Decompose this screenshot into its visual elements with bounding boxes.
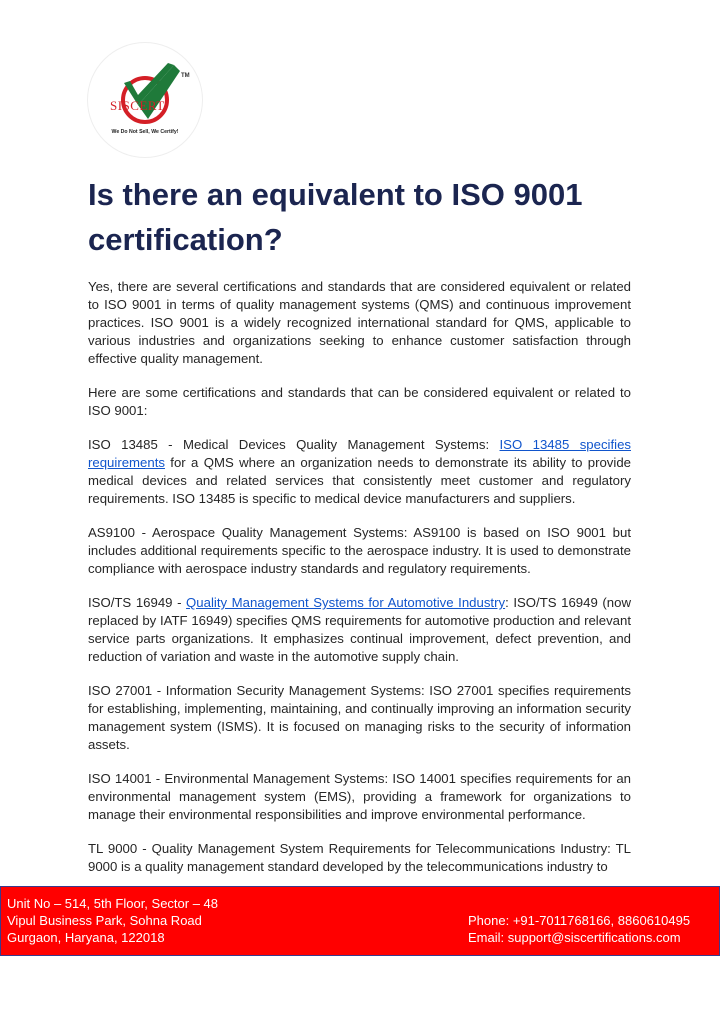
intro-paragraph: Yes, there are several certifications and standards that are considered equivalent or related to ISO 9001 in terms of quality management systems (QMS) and continuous improvement practices. ISO 9001 is a widely recognized international standard for QMS, applicable to various industries and organizations seeking to enhance customer satisfaction through effective quality management. — [88, 279, 631, 366]
iso13485-text-before: ISO 13485 - Medical Devices Quality Management Systems: — [88, 437, 500, 452]
footer-contact — [468, 912, 690, 946]
iso16949-paragraph — [88, 594, 631, 666]
footer-email: Email: support@siscertifications.com — [468, 930, 681, 945]
address-line-2: Vipul Business Park, Sohna Road — [7, 913, 202, 928]
page-title: Is there an equivalent to ISO 9001 certification? — [88, 177, 583, 257]
footer-phone: Phone: +91-7011768166, 8860610495 — [468, 913, 691, 928]
iso13485-paragraph — [88, 436, 631, 508]
lead-paragraph: Here are some certifications and standards that can be considered equivalent or related to ISO 9001: — [88, 385, 631, 418]
article-body — [88, 278, 631, 892]
logo-brand-text: SISCERT. — [110, 98, 168, 113]
address-line-1: Unit No – 514, 5th Floor, Sector – 48 — [7, 896, 219, 911]
company-logo — [88, 43, 202, 157]
contact-footer — [0, 886, 720, 956]
automotive-qms-link[interactable]: Quality Management Systems for Automotive Industry — [186, 595, 506, 610]
iso16949-text-before: ISO/TS 16949 - — [88, 595, 187, 610]
iso27001-paragraph: ISO 27001 - Information Security Management Systems: ISO 27001 specifies requirements for establishing, implementing, maintaining, and continually improving an information security management system (ISMS). It is focused on managing risks to the security of information assets. — [88, 683, 631, 752]
tl9000-paragraph: TL 9000 - Quality Management System Requirements for Telecommunications Industry: TL 9000 is a quality management standard developed by the telecommunications industry to — [88, 841, 631, 874]
as9100-paragraph: AS9100 - Aerospace Quality Management Systems: AS9100 is based on ISO 9001 but includes additional requirements specific to the aerospace industry. It is used to demonstrate compliance with aerospace industry standards and regulatory requirements. — [88, 525, 631, 576]
iso13485-link[interactable]: ISO 13485 specifies requirements — [88, 437, 631, 470]
iso14001-paragraph: ISO 14001 - Environmental Management Systems: ISO 14001 specifies requirements for an environmental management system (EMS), providing a framework for organizations to manage their environmental responsibilities and improve environmental performance. — [88, 771, 631, 822]
logo-tagline: We Do Not Sell, We Certify! — [111, 129, 179, 135]
trademark-label: TM — [181, 73, 190, 79]
address-line-3: Gurgaon, Haryana, 122018 — [7, 930, 165, 945]
iso16949-text-after: : ISO/TS 16949 (now replaced by IATF 16949) specifies QMS requirements for automotive production and relevant service parts organizations. It emphasizes continual improvement, defect prevention, and reduction of variation and waste in the automotive supply chain. — [88, 595, 631, 664]
footer-address — [7, 895, 218, 946]
iso13485-text-after: for a QMS where an organization needs to demonstrate its ability to provide medical devices and related services that consistently meet customer and regulatory requirements. ISO 13485 is specific to medical device manufacturers and suppliers. — [88, 455, 631, 506]
